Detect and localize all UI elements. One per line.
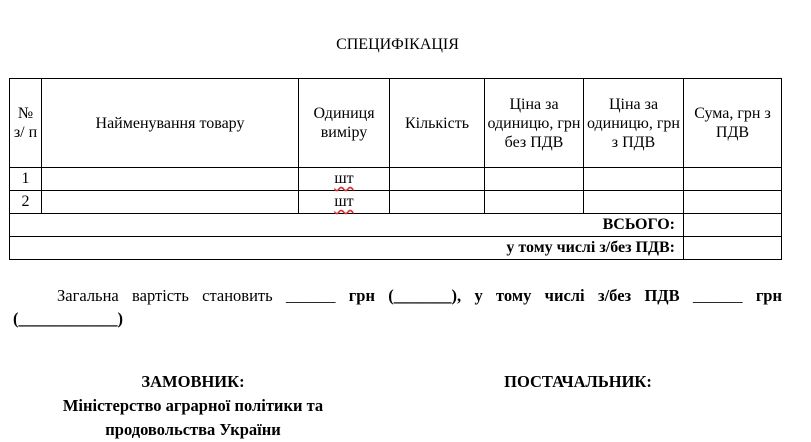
total-cost-currency-text: грн (_______), у тому числі з/без ПДВ <box>348 286 680 305</box>
header-product-name: Найменування товару <box>42 79 299 168</box>
customer-block <box>28 370 358 442</box>
customer-name-line1: Міністерство аграрної політики та <box>62 396 324 415</box>
vat-value[interactable] <box>684 237 782 260</box>
row-sum[interactable] <box>684 191 782 214</box>
total-row <box>10 214 782 237</box>
row-quantity[interactable] <box>390 168 485 191</box>
total-cost-text: Загальна вартість становить ______ <box>57 286 349 305</box>
row-product-name[interactable] <box>42 191 299 214</box>
row-price-with-vat[interactable] <box>584 191 684 214</box>
total-cost-vat-blank: ______ <box>679 286 756 305</box>
customer-heading: ЗАМОВНИК: <box>141 372 245 391</box>
row-price-with-vat[interactable] <box>584 168 684 191</box>
total-label: ВСЬОГО: <box>10 214 684 237</box>
row-unit[interactable]: шт <box>299 191 390 214</box>
row-unit[interactable]: шт <box>299 168 390 191</box>
total-value[interactable] <box>684 214 782 237</box>
header-unit: Одиниця виміру <box>299 79 390 168</box>
header-sum-with-vat: Сума, грн з ПДВ <box>684 79 782 168</box>
row-sum[interactable] <box>684 168 782 191</box>
row-product-name[interactable] <box>42 168 299 191</box>
header-price-with-vat: Ціна за одиницю, грн з ПДВ <box>584 79 684 168</box>
row-price-without-vat[interactable] <box>485 191 584 214</box>
header-number: № з/ п <box>10 79 42 168</box>
table-row <box>10 168 782 191</box>
row-number: 2 <box>10 191 42 214</box>
document-title: СПЕЦИФІКАЦІЯ <box>336 36 459 53</box>
row-quantity[interactable] <box>390 191 485 214</box>
table-row <box>10 191 782 214</box>
total-cost-vat-currency: грн (____________) <box>13 286 782 328</box>
table-header-row <box>10 79 782 168</box>
header-quantity: Кількість <box>390 79 485 168</box>
row-price-without-vat[interactable] <box>485 168 584 191</box>
vat-label: у тому числі з/без ПДВ: <box>10 237 684 260</box>
row-number: 1 <box>10 168 42 191</box>
specification-table <box>9 78 782 260</box>
total-cost-paragraph <box>13 284 782 330</box>
supplier-block <box>478 370 678 394</box>
header-price-without-vat: Ціна за одиницю, грн без ПДВ <box>485 79 584 168</box>
supplier-heading: ПОСТАЧАЛЬНИК: <box>504 372 652 391</box>
vat-row <box>10 237 782 260</box>
customer-name-line2: продовольства України <box>105 420 281 439</box>
